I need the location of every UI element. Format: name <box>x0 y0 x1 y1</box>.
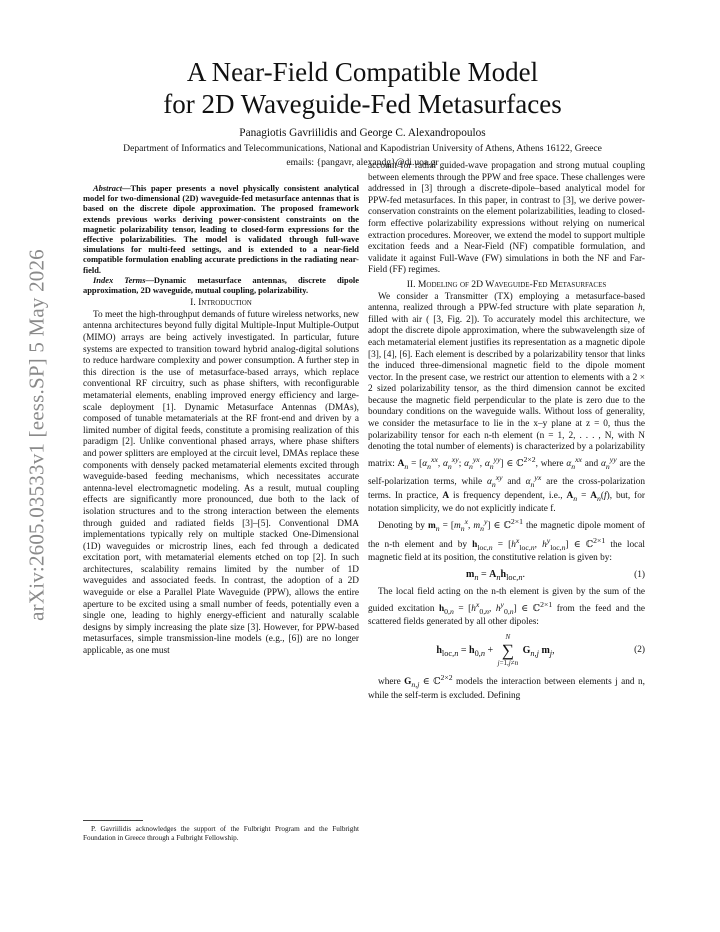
arxiv-identifier[interactable]: arXiv:2605.03533v1 [eess.SP] 5 May 2026 <box>24 249 49 621</box>
equation-1 <box>368 569 645 584</box>
right-column <box>368 161 645 702</box>
index-terms-text: —Dynamic metasurface antennas, discrete dipole approximation, 2D waveguide, mutual coupling, polarizability. <box>83 274 359 296</box>
title-line-1: A Near-Field Compatible Model <box>186 57 539 87</box>
index-terms-label: Index Terms <box>93 274 146 285</box>
footnote-rule <box>83 820 143 821</box>
modeling-paragraph-2: Denoting by $m_n = [m_n^x$, $m_n^y$] ∈ ℂ$^{2\times 1}$ the magnetic dipole moment of the n-th element and by $h_{loc,n} = [h^x_{loc,n}$, $h^y_{loc,n}$] ∈ ℂ$^{2\times 1}$ the local magnetic field at its position, the constitutive relation is given by: <box>368 516 645 564</box>
footnote: P. Gavriilidis acknowledges the support of the Fulbright Program and the Fulbright Foundation in Greece through a Fulbright Fellowship. <box>83 825 359 842</box>
section-heading-modeling: II. Modeling of 2D Waveguide-Fed Metasurfaces <box>406 278 607 290</box>
title-line-2: for 2D Waveguide-Fed Metasurfaces <box>163 89 562 119</box>
authors: Panagiotis Gavriilidis and George C. Alexandropoulos <box>239 127 486 139</box>
left-column <box>83 183 359 658</box>
abstract-text: —This paper presents a novel physically consistent analytical model for two-dimensional (2D) waveguide-fed metasurface antennas that is based on the discrete dipole approximation. The proposed framework extends previous works deriving power-consistent constraints on the magnetic polarizability tensor, leading to closed-form expressions for the effective polarizabilities. The model is validated through full-wave simulations for multi-feed settings, and is extended to a near-field compatible formulation enabling accurate predictions in the radiating near-field. <box>83 183 359 275</box>
emails: emails: {pangavr, alexandg}@di.uoa.gr <box>286 157 439 168</box>
abstract-label: Abstract <box>93 183 123 193</box>
equation-1-number: (1) <box>634 570 645 581</box>
paper-title <box>90 56 635 120</box>
introduction-paragraph: To meet the high-throughput demands of future wireless networks, new antenna architectures beyond fully digital Multiple-Input Multiple-Output (MIMO) arrays are being actively investigated. In particular, future systems are expected to transition toward hybrid analog-digital solutions to reduce hardware complexity and power consumption. A further step in this direction is the use of metasurface-based arrays, which replace conventional RF circuitry, such as phase shifters, with reconfigurable metamaterial elements, enabling improved energy efficiency and large-scale deployment [1]. Dynamic Metasurface Antennas (DMAs), composed of tunable metamaterials at the RF front-end and driven by a limited number of digital feeds, constitute a promising realization of this paradigm [2]. Unlike conventional phased arrays, where phase shifters and power splitters are employed at the circuit level, DMAs replace these components with densely packed metamaterial elements excited through waveguide-based feeding mechanisms, which necessitates accurate antenna-level electromagnetic modeling. As a result, mutual coupling effects are significantly more pronounced, due both to the lack of isolation structures and to the strong interaction between the elements through guided and radiated fields [3]–[5]. Conventional DMA implementations typically rely on multiple stacked One-Dimensional (1D) waveguides or microstrip lines, each fed through a dedicated excitation port, with metamaterial elements etched on top [2]. In such architectures, scalability remains limited by the number of 1D waveguides and associated feeds. In contrast, the adoption of a 2D waveguide or else a Parallel Plate Waveguide (PPW), allows the entire aperture to be excited using a small number of feeds, potentially even a single one, leading to highly energy-efficient and naturally scalable designs by simply increasing the plate size [3]. However, for PPW-based metasurfaces, simple transmission-line models (e.g., [6]) are no longer applicable, as one must <box>83 309 359 657</box>
abstract <box>83 183 359 275</box>
introduction-continued: account for radial guided-wave propagation and strong mutual coupling between elements through the PPW and free space. These challenges were addressed in [3] through a discrete-dipole–based analytical model for PPW-fed metasurfaces. In this paper, in contrast to [3], we derive power-conservation constraints on the element polarizabilities, leading to closed-form effective polarizability expressions without relying on numerical extraction procedures. Moreover, we extend the model to support multiple excitation feeds and a Near-Field (NF) compatible formulation, and validate it against Full-Wave (FW) simulations in both the NF and Far-Field (FF) regimes. <box>368 161 645 276</box>
modeling-paragraph-3: The local field acting on the n-th element is given by the sum of the guided excitation $h_{0,n} = [h^x_{0,n}$, $h^y_{0,n}$] ∈ ℂ$^{2\times 1}$ from the feed and the scattered fields generated by all other dipoles: <box>368 587 645 628</box>
modeling-paragraph-4: where $G_{n,j}$ ∈ ℂ$^{2\times 2}$ models the interaction between elements j and n, while the self-term is excluded. Defining <box>368 673 645 701</box>
modeling-paragraph-1: We consider a Transmitter (TX) employing a metasurface-based antenna, realized through a PPW-fed structure with plate separation h, filled with air ( [3, Fig. 2]). To accurately model this architecture, we adopt the discrete dipole approximation, where the subwavelength size of each metamaterial element justifies its representation as a magnetic dipole [3], [4], [6]. Each element is described by a polarizability tensor that links the induced three-dimensional magnetic field to the dipole moment vector. In the present case, we restrict our attention to elements with a 2 × 2 sized polarizability tensor, as the third dimension cannot be excited because the magnetic field perpendicular to the plate is zero due to the boundary conditions on the waveguide walls. Without loss of generality, we consider the metasurface to lie in the x–y plane at z = 0, thus the polarizability tensor for each n-th element (n = 1, 2, . . . , N, with N denoting the total number of elements) is characterized by a polarizability matrix: $A_n = [\alpha_n^{xx}$, $\alpha_n^{xy}$; $\alpha_n^{yx}$, $\alpha_n^{yy}$] ∈ ℂ$^{2\times 2}$, where $\alpha_n^{xx}$ and $\alpha_n^{yy}$ are the self-polarization terms, while $\alpha_n^{xy}$ and $\alpha_n^{yx}$ are the cross-polarization terms. In practice, A is frequency dependent, i.e., $A_n = A_n(f)$, but, for notation simplicity, we do not explicitly indicate f. <box>368 291 646 515</box>
equation-2 <box>368 633 645 668</box>
arxiv-sidebar <box>22 210 52 660</box>
affiliation: Department of Informatics and Telecommunications, National and Kapodistrian University of Athens, Athens 16122, Greece <box>123 143 602 154</box>
equation-1-body: $m_n = A_nh_{loc,n}$. <box>465 568 526 582</box>
index-terms <box>83 275 359 295</box>
equation-2-number: (2) <box>634 644 645 655</box>
section-heading-introduction: I. Introduction <box>190 297 252 309</box>
equation-2-body: $h_{loc,n} = h_{0,n}$ + N ∑ j=1,j≠n $G_{n,j}$ $m_j$, <box>436 633 555 667</box>
